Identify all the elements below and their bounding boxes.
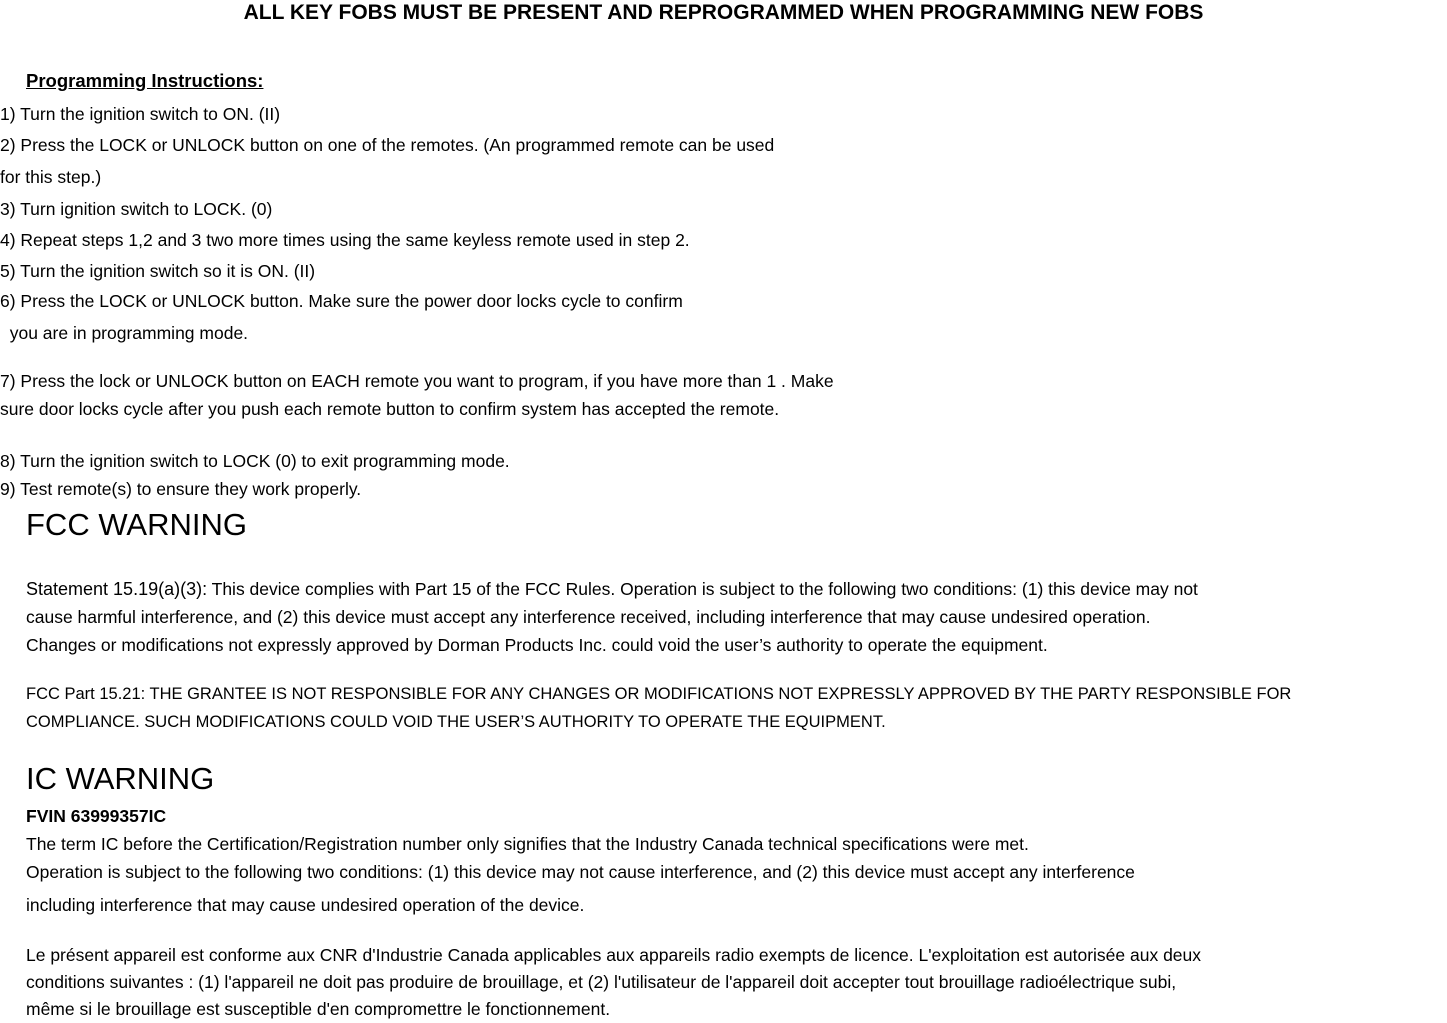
- fcc-warning-heading: FCC WARNING: [26, 507, 247, 542]
- fcc-statement-label: Statement 15.19(a)(3):: [26, 579, 208, 599]
- instruction-line: 1) Turn the ignition switch to ON. (II): [0, 104, 281, 124]
- instruction-line: 4) Repeat steps 1,2 and 3 two more times using the same keyless remote used in step 2.: [0, 230, 690, 250]
- ic-line: including interference that may cause undesired operation of the device.: [26, 895, 585, 915]
- ic-french-line: même si le brouillage est susceptible d'en compromettre le fonctionnement.: [26, 999, 611, 1019]
- instruction-line: 2) Press the LOCK or UNLOCK button on one of the remotes. (An programmed remote can be used: [0, 135, 775, 155]
- ic-french-line: conditions suivantes : (1) l'appareil ne doit pas produire de brouillage, et (2) l'utilisateur de l'appareil doit accepter tout brouillage radioélectrique subi,: [26, 972, 1177, 992]
- fvin-label: FVIN 63999357IC: [26, 806, 167, 826]
- instruction-line: 8) Turn the ignition switch to LOCK (0) to exit programming mode.: [0, 451, 510, 471]
- ic-warning-heading: IC WARNING: [26, 761, 215, 796]
- fcc-statement-line: [26, 578, 1198, 600]
- programming-heading: Programming Instructions:: [26, 70, 264, 91]
- instruction-line: 9) Test remote(s) to ensure they work properly.: [0, 479, 362, 499]
- instruction-line: 5) Turn the ignition switch so it is ON. (II): [0, 261, 316, 281]
- fcc-statement-line: cause harmful interference, and (2) this device must accept any interference received, including interference that may cause undesired operation.: [26, 607, 1151, 627]
- ic-line: The term IC before the Certification/Registration number only signifies that the Industry Canada technical specifications were met.: [26, 834, 1029, 854]
- instruction-line: 3) Turn ignition switch to LOCK. (0): [0, 199, 273, 219]
- instruction-line: sure door locks cycle after you push each remote button to confirm system has accepted the remote.: [0, 399, 780, 419]
- page-title: ALL KEY FOBS MUST BE PRESENT AND REPROGRAMMED WHEN PROGRAMMING NEW FOBS: [243, 1, 1204, 24]
- ic-french-line: Le présent appareil est conforme aux CNR d'Industrie Canada applicables aux appareils radio exempts de licence. L'exploitation est autorisée aux deux: [26, 945, 1202, 965]
- instruction-line: 7) Press the lock or UNLOCK button on EACH remote you want to program, if you have more than 1 . Make: [0, 371, 834, 391]
- fcc-part-line: FCC Part 15.21: THE GRANTEE IS NOT RESPONSIBLE FOR ANY CHANGES OR MODIFICATIONS NOT EXPRESSLY APPROVED BY THE PARTY RESPONSIBLE FOR: [26, 685, 1292, 703]
- instruction-line: 6) Press the LOCK or UNLOCK button. Make sure the power door locks cycle to confirm: [0, 291, 683, 311]
- fcc-statement-line: Changes or modifications not expressly approved by Dorman Products Inc. could void the user’s authority to operate the equipment.: [26, 635, 1048, 655]
- fcc-part-line: COMPLIANCE. SUCH MODIFICATIONS COULD VOID THE USER’S AUTHORITY TO OPERATE THE EQUIPMENT.: [26, 713, 886, 731]
- ic-line: Operation is subject to the following two conditions: (1) this device may not cause interference, and (2) this device must accept any interference: [26, 862, 1135, 882]
- instruction-line: for this step.): [0, 167, 102, 187]
- instruction-line: you are in programming mode.: [0, 323, 249, 343]
- fcc-statement-text: This device complies with Part 15 of the FCC Rules. Operation is subject to the following two conditions: (1) this device may not: [207, 579, 1198, 599]
